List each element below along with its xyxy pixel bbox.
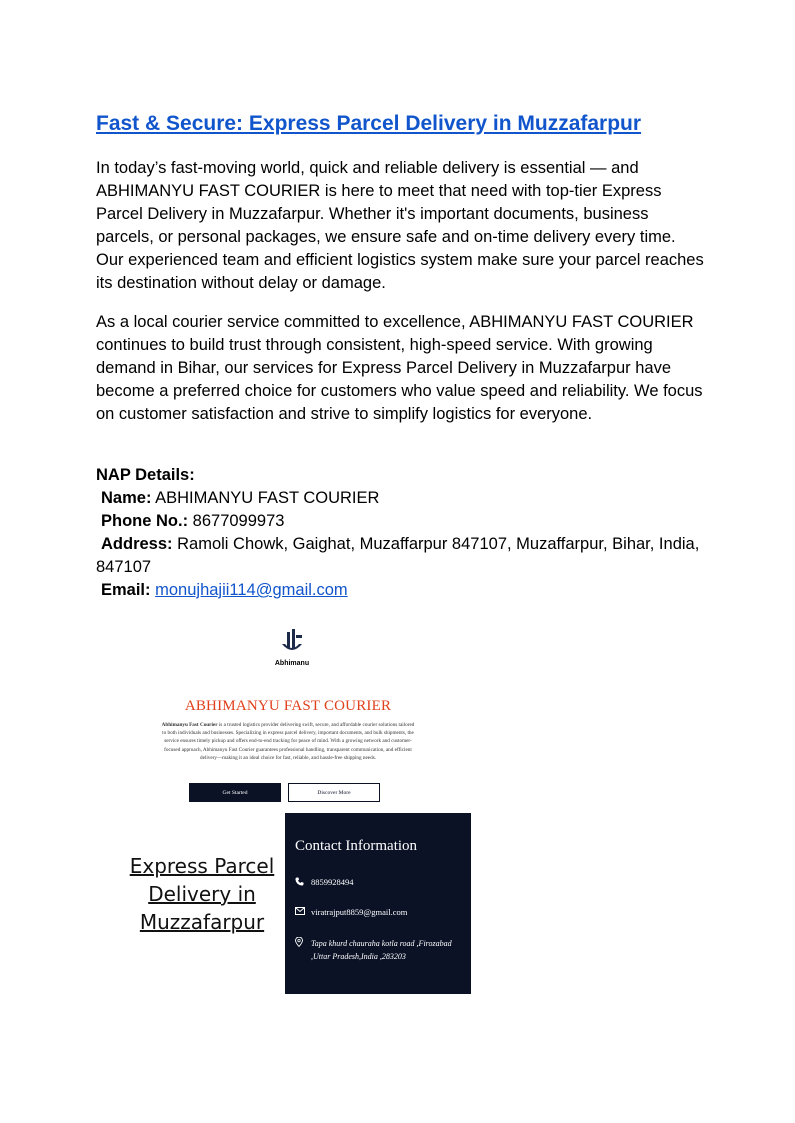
contact-address: Tapa khurd chauraha kotla road ,Firozabad ,Uttar Pradesh,India ,283203 — [311, 939, 452, 961]
nap-heading: NAP Details: — [96, 466, 195, 484]
nap-email-row — [96, 579, 706, 602]
discover-more-button[interactable]: Discover More — [288, 783, 380, 802]
contact-title: Contact Information — [295, 838, 418, 854]
contact-address-row — [295, 937, 465, 963]
contact-phone: 8859928494 — [311, 877, 354, 887]
get-started-button[interactable]: Get Started — [189, 783, 281, 802]
express-line-2: Delivery in — [148, 882, 256, 906]
nap-phone-value: 8677099973 — [192, 512, 285, 530]
nap-email-link[interactable]: monujhajii114@gmail.com — [155, 581, 348, 599]
logo-text: Abhimanu — [274, 660, 310, 667]
express-line-3: Muzzafarpur — [139, 910, 265, 934]
envelope-icon — [295, 907, 311, 917]
nap-name-value: ABHIMANYU FAST COURIER — [155, 489, 380, 507]
contact-phone-row — [295, 877, 354, 888]
abhimanu-logo — [270, 626, 314, 670]
nap-address-row — [96, 533, 706, 579]
contact-information-panel — [285, 813, 471, 994]
intro-paragraph: In today’s fast-moving world, quick and reliable delivery is essential — and ABHIMANYU FAST COURIER is here to meet that need with top-tier Express Parcel Delivery in Muzzafarpur. Whether it's important documents, business parcels, or personal packages, we ensure safe and on-time delivery every time. Our experienced team and efficient logistics system make sure your parcel reaches its destination without delay or damage. — [96, 159, 704, 292]
express-line-1: Express Parcel — [129, 854, 275, 878]
banner-title: ABHIMANYU FAST COURIER — [184, 698, 392, 714]
nap-address-label: Address: — [101, 535, 173, 553]
nap-details — [96, 464, 706, 602]
nap-phone-label: Phone No.: — [101, 512, 189, 530]
express-parcel-image-text — [118, 852, 286, 936]
page-heading-link[interactable]: Fast & Secure: Express Parcel Delivery in Muzzafarpur — [96, 112, 642, 135]
nap-address-value: Ramoli Chowk, Gaighat, Muzaffarpur 847107, Muzaffarpur, Bihar, India, 847107 — [96, 535, 700, 576]
nap-name-label: Name: — [101, 489, 152, 507]
courier-banner-image — [160, 622, 416, 804]
nap-phone-row — [96, 510, 706, 533]
logo-mark-icon — [270, 626, 314, 660]
nap-email-label: Email: — [101, 581, 151, 599]
contact-email: viratrajput8859@gmail.com — [311, 907, 408, 917]
location-pin-icon — [295, 937, 311, 951]
nap-name-row — [96, 487, 706, 510]
phone-icon — [295, 877, 311, 888]
contact-email-row — [295, 907, 407, 917]
banner-description: Abhimanyu Fast Courier is a trusted logistics provider delivering swift, secure, and affordable courier solutions tailored to both individuals and businesses. Specializing in express parcel delivery, important documents, and bulk shipments, the service ensures timely pickup and offers end-to-end tracking for peace of mind. With a growing network and customer-focused approach, Abhimanyu Fast Courier guarantees professional handling, transparent communication, and efficient delivery—making it an ideal choice for fast, reliable, and hassle-free shipping needs. — [161, 722, 415, 761]
service-paragraph: As a local courier service committed to excellence, ABHIMANYU FAST COURIER continues to build trust through consistent, high-speed service. With growing demand in Bihar, our services for Express Parcel Delivery in Muzzafarpur have become a preferred choice for customers who value speed and reliability. We focus on customer satisfaction and strive to simplify logistics for everyone. — [96, 313, 703, 423]
